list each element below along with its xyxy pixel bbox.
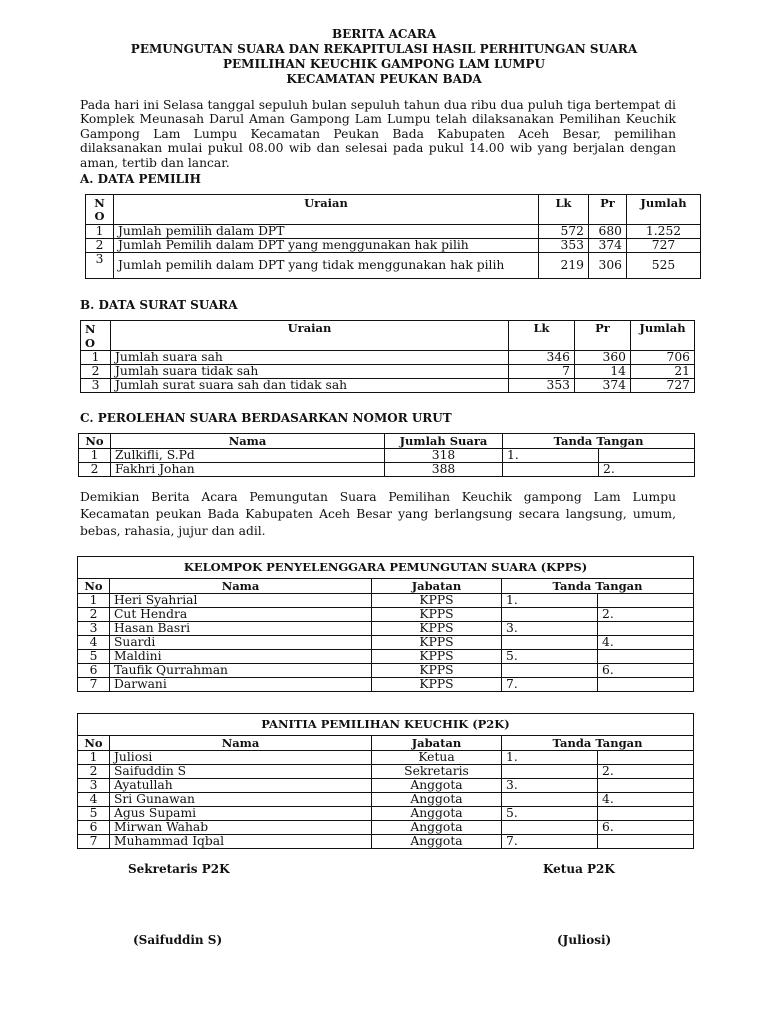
col-header-nama: Nama: [111, 434, 385, 449]
cell-nama: Hasan Basri: [110, 622, 372, 636]
signature-slot-right: 2.: [599, 463, 695, 477]
cell-jabatan: KPPS: [372, 636, 502, 650]
cell-jumlah-suara: 388: [385, 463, 503, 477]
signature-name-sekretaris: (Saifuddin S): [133, 933, 223, 947]
section-a-heading: A. DATA PEMILIH: [80, 172, 201, 186]
col-header-no: No: [78, 579, 110, 594]
table-row: [86, 253, 701, 279]
table-row: [86, 239, 701, 253]
cell-no: 5: [78, 807, 110, 821]
cell-nama: Juliosi: [110, 751, 372, 765]
cell-jabatan: KPPS: [372, 678, 502, 692]
cell-jabatan: Anggota: [372, 793, 502, 807]
table-row: [78, 622, 694, 636]
table-row: [79, 449, 695, 463]
table-row: [81, 351, 695, 365]
cell-jumlah: 525: [627, 253, 701, 279]
section-c-heading: C. PEROLEHAN SUARA BERDASARKAN NOMOR URUT: [80, 411, 452, 425]
col-header-uraian: Uraian: [111, 321, 509, 351]
doc-title-line-2: PEMUNGUTAN SUARA DAN REKAPITULASI HASIL PERHITUNGAN SUARA: [130, 42, 638, 56]
signature-slot-right: [598, 594, 694, 608]
cell-no: 3: [78, 779, 110, 793]
cell-nama: Zulkifli, S.Pd: [111, 449, 385, 463]
cell-no: 5: [78, 650, 110, 664]
cell-nama: Suardi: [110, 636, 372, 650]
cell-nama: Muhammad Iqbal: [110, 835, 372, 849]
table-header-row: [79, 434, 695, 449]
cell-no: 4: [78, 793, 110, 807]
cell-uraian: Jumlah pemilih dalam DPT: [114, 225, 539, 239]
cell-uraian: Jumlah surat suara sah dan tidak sah: [111, 379, 509, 393]
doc-title-line-1: BERITA ACARA: [331, 27, 437, 41]
cell-pr: 14: [575, 365, 631, 379]
cell-lk: 219: [539, 253, 589, 279]
table-row: [86, 225, 701, 239]
cell-jabatan: Anggota: [372, 779, 502, 793]
table-title-row: [78, 557, 694, 579]
table-row: [78, 765, 694, 779]
signature-title-sekretaris: Sekretaris P2K: [128, 862, 230, 876]
cell-no: 3: [78, 622, 110, 636]
signature-slot-right: 6.: [598, 821, 694, 835]
doc-title-line-4: KECAMATAN PEUKAN BADA: [286, 72, 482, 86]
table-title-row: [78, 714, 694, 736]
cell-no: 1: [78, 594, 110, 608]
p2k-table-title: PANITIA PEMILIHAN KEUCHIK (P2K): [78, 714, 694, 736]
cell-jabatan: Anggota: [372, 807, 502, 821]
cell-lk: 346: [509, 351, 575, 365]
cell-jabatan: Ketua: [372, 751, 502, 765]
signature-slot-left: [502, 793, 598, 807]
table-header-row: [78, 579, 694, 594]
cell-lk: 572: [539, 225, 589, 239]
signature-slot-left: [502, 608, 598, 622]
cell-no: 1: [78, 751, 110, 765]
cell-no: 1: [86, 225, 114, 239]
p2k-table: [77, 713, 694, 849]
signature-slot-right: [598, 779, 694, 793]
signature-slot-left: 5.: [502, 650, 598, 664]
cell-uraian: Jumlah suara tidak sah: [111, 365, 509, 379]
data-pemilih-table: [85, 194, 701, 279]
table-row: [79, 463, 695, 477]
signature-slot-left: 3.: [502, 622, 598, 636]
table-header-row: [81, 321, 695, 351]
cell-nama: Agus Supami: [110, 807, 372, 821]
col-header-no: No: [78, 736, 110, 751]
col-header-pr: Pr: [589, 195, 627, 225]
cell-no: 2: [78, 608, 110, 622]
col-header-jumlah-suara: Jumlah Suara: [385, 434, 503, 449]
cell-lk: 7: [509, 365, 575, 379]
col-header-jumlah: Jumlah: [631, 321, 695, 351]
cell-uraian: Jumlah Pemilih dalam DPT yang menggunakan hak pilih: [114, 239, 539, 253]
table-row: [78, 636, 694, 650]
cell-jabatan: KPPS: [372, 622, 502, 636]
cell-nama: Maldini: [110, 650, 372, 664]
table-row: [78, 678, 694, 692]
cell-nama: Taufik Qurrahman: [110, 664, 372, 678]
col-header-uraian: Uraian: [114, 195, 539, 225]
cell-jabatan: KPPS: [372, 594, 502, 608]
signature-title-ketua: Ketua P2K: [543, 862, 615, 876]
col-header-nama: Nama: [110, 736, 372, 751]
table-row: [81, 379, 695, 393]
table-row: [78, 650, 694, 664]
table-row: [78, 594, 694, 608]
signature-slot-left: 3.: [502, 779, 598, 793]
col-header-jabatan: Jabatan: [372, 736, 502, 751]
col-header-no: N O: [81, 321, 111, 351]
cell-no: 1: [79, 449, 111, 463]
cell-jumlah: 1.252: [627, 225, 701, 239]
col-header-jabatan: Jabatan: [372, 579, 502, 594]
cell-nama: Darwani: [110, 678, 372, 692]
cell-nama: Saifuddin S: [110, 765, 372, 779]
cell-jabatan: KPPS: [372, 608, 502, 622]
cell-nama: Mirwan Wahab: [110, 821, 372, 835]
cell-lk: 353: [539, 239, 589, 253]
cell-no: 6: [78, 821, 110, 835]
table-row: [78, 835, 694, 849]
signature-slot-right: 2.: [598, 608, 694, 622]
cell-no: 2: [79, 463, 111, 477]
kpps-table: [77, 556, 694, 692]
signature-slot-right: [598, 650, 694, 664]
col-header-lk: Lk: [539, 195, 589, 225]
cell-pr: 374: [575, 379, 631, 393]
col-header-tanda-tangan: Tanda Tangan: [502, 736, 694, 751]
signature-slot-left: [502, 765, 598, 779]
table-row: [78, 751, 694, 765]
col-header-nama: Nama: [110, 579, 372, 594]
cell-uraian: Jumlah pemilih dalam DPT yang tidak menggunakan hak pilih: [114, 253, 539, 279]
signature-slot-left: 1.: [502, 594, 598, 608]
cell-no: 2: [78, 765, 110, 779]
cell-no: 4: [78, 636, 110, 650]
cell-pr: 306: [589, 253, 627, 279]
signature-slot-right: 4.: [598, 793, 694, 807]
cell-jabatan: Anggota: [372, 835, 502, 849]
data-surat-suara-table: [80, 320, 695, 393]
cell-nama: Ayatullah: [110, 779, 372, 793]
col-header-jumlah: Jumlah: [627, 195, 701, 225]
signature-slot-right: [598, 751, 694, 765]
signature-slot-right: 6.: [598, 664, 694, 678]
table-row: [81, 365, 695, 379]
signature-slot-left: [502, 821, 598, 835]
signature-slot-right: [598, 678, 694, 692]
signature-slot-left: 1.: [503, 449, 599, 463]
doc-title-line-3: PEMILIHAN KEUCHIK GAMPONG LAM LUMPU: [222, 57, 545, 71]
cell-no: 3: [86, 253, 114, 279]
intro-paragraph: Pada hari ini Selasa tanggal sepuluh bulan sepuluh tahun dua ribu dua puluh tiga bertempat di Komplek Meunasah Darul Aman Gampong Lam Lumpu telah dilaksanakan Pemilihan Keuchik Gampong Lam Lumpu Kecamatan Peukan Bada Kabupaten Aceh Besar, pemilihan dilaksanakan mulai pukul 08.00 wib dan selesai pada pukul 14.00 wib yang berjalan dengan aman, tertib dan lancar.: [80, 98, 676, 170]
col-header-pr: Pr: [575, 321, 631, 351]
signature-slot-left: 7.: [502, 835, 598, 849]
col-header-tanda-tangan: Tanda Tangan: [503, 434, 695, 449]
cell-nama: Fakhri Johan: [111, 463, 385, 477]
cell-jumlah-suara: 318: [385, 449, 503, 463]
signature-slot-left: [502, 636, 598, 650]
cell-lk: 353: [509, 379, 575, 393]
col-header-tanda-tangan: Tanda Tangan: [502, 579, 694, 594]
signature-slot-right: [598, 835, 694, 849]
cell-no: 2: [81, 365, 111, 379]
cell-pr: 374: [589, 239, 627, 253]
cell-no: 1: [81, 351, 111, 365]
signature-slot-left: 7.: [502, 678, 598, 692]
col-header-no: N O: [86, 195, 114, 225]
cell-no: 7: [78, 835, 110, 849]
cell-jabatan: KPPS: [372, 650, 502, 664]
cell-pr: 360: [575, 351, 631, 365]
table-row: [78, 779, 694, 793]
cell-jumlah: 727: [631, 379, 695, 393]
col-header-lk: Lk: [509, 321, 575, 351]
cell-jumlah: 706: [631, 351, 695, 365]
signature-slot-right: 2.: [598, 765, 694, 779]
cell-nama: Sri Gunawan: [110, 793, 372, 807]
signature-slot-right: 4.: [598, 636, 694, 650]
table-row: [78, 608, 694, 622]
cell-jumlah: 21: [631, 365, 695, 379]
cell-jumlah: 727: [627, 239, 701, 253]
signature-slot-right: [598, 807, 694, 821]
cell-uraian: Jumlah suara sah: [111, 351, 509, 365]
kpps-table-title: KELOMPOK PENYELENGGARA PEMUNGUTAN SUARA (KPPS): [78, 557, 694, 579]
col-header-no: No: [79, 434, 111, 449]
cell-jabatan: Anggota: [372, 821, 502, 835]
table-row: [78, 664, 694, 678]
cell-nama: Heri Syahrial: [110, 594, 372, 608]
cell-nama: Cut Hendra: [110, 608, 372, 622]
cell-no: 6: [78, 664, 110, 678]
signature-slot-right: [598, 622, 694, 636]
table-row: [78, 807, 694, 821]
table-header-row: [78, 736, 694, 751]
cell-jabatan: Sekretaris: [372, 765, 502, 779]
table-header-row: [86, 195, 701, 225]
signature-slot-right: [599, 449, 695, 463]
signature-name-ketua: (Juliosi): [557, 933, 612, 947]
cell-no: 2: [86, 239, 114, 253]
table-row: [78, 821, 694, 835]
table-row: [78, 793, 694, 807]
signature-slot-left: 5.: [502, 807, 598, 821]
perolehan-suara-table: [78, 433, 695, 477]
cell-jabatan: KPPS: [372, 664, 502, 678]
cell-no: 3: [81, 379, 111, 393]
closing-paragraph: Demikian Berita Acara Pemungutan Suara Pemilihan Keuchik gampong Lam Lumpu Kecamatan peukan Bada Kabupaten Aceh Besar yang berlangsung secara langsung, umum, bebas, rahasia, jujur dan adil.: [80, 490, 676, 538]
cell-pr: 680: [589, 225, 627, 239]
signature-slot-left: 1.: [502, 751, 598, 765]
section-b-heading: B. DATA SURAT SUARA: [80, 298, 238, 312]
signature-slot-left: [503, 463, 599, 477]
cell-no: 7: [78, 678, 110, 692]
signature-slot-left: [502, 664, 598, 678]
